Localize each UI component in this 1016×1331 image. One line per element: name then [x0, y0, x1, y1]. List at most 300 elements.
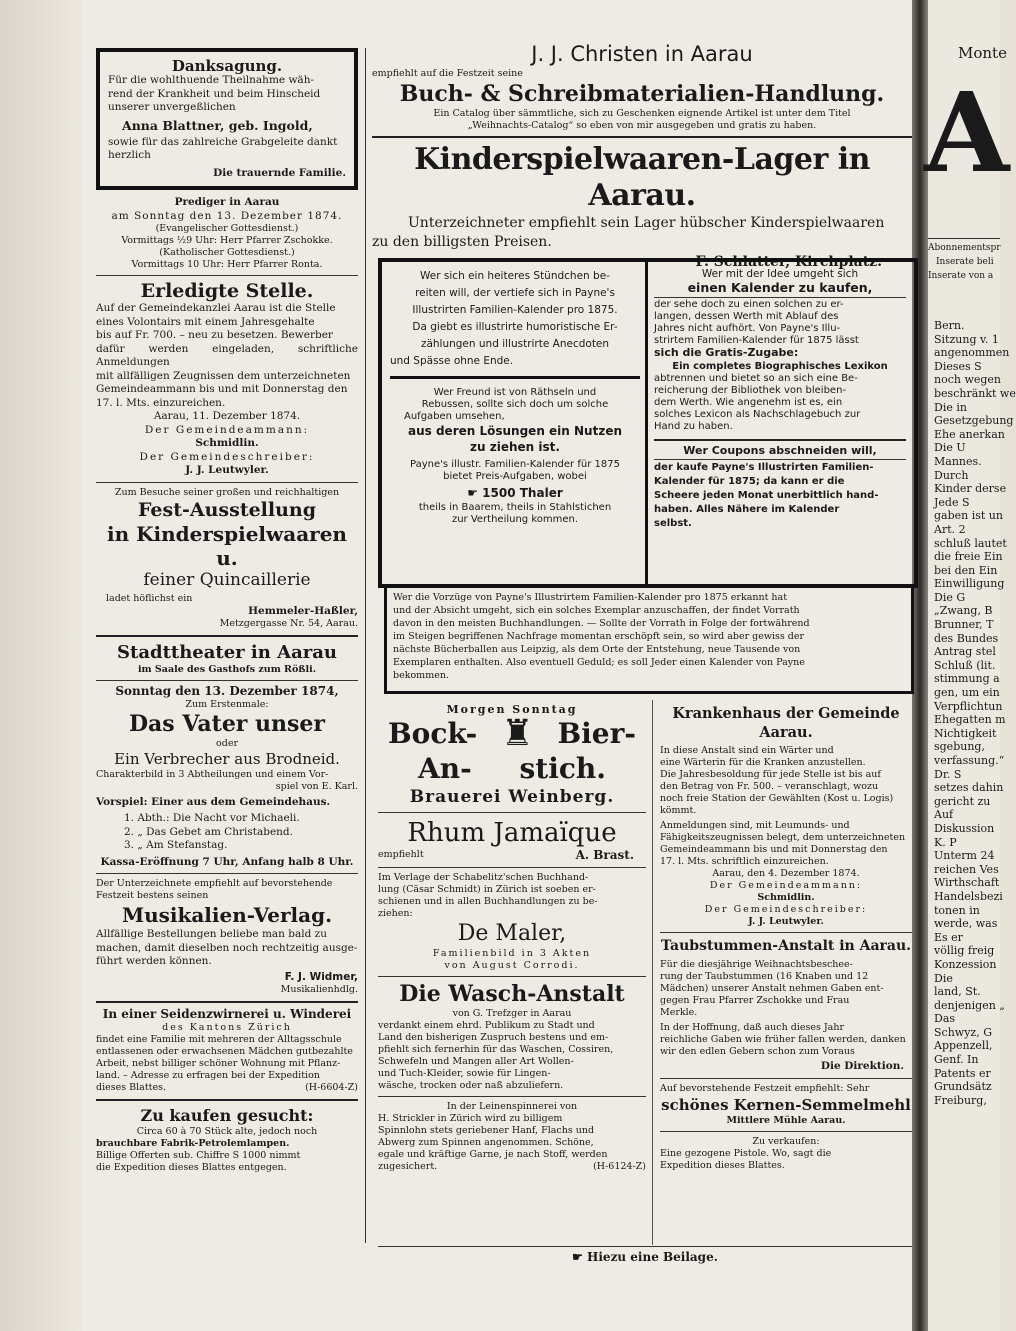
adjacent-page-header	[928, 238, 1000, 283]
adjacent-page-line: verfassung.“	[934, 754, 1005, 767]
adjacent-page-line: angenommen	[934, 346, 1010, 360]
ad-text: Merkle.	[660, 1007, 698, 1018]
ad-text: Allfällige Bestellungen beliebe man bald zu	[96, 928, 327, 940]
divider	[378, 867, 646, 868]
adjacent-page-line: beschränkt we	[934, 386, 1016, 400]
ad-text: Zu verkaufen:	[752, 1135, 820, 1147]
ad-text: Festzeit bestens seinen	[96, 890, 209, 901]
ad-text: findet eine Familie mit mehreren der Alltagsschule	[96, 1033, 342, 1045]
ad-text: brauchbare Fabrik-Petrolemlampen.	[96, 1137, 290, 1149]
ad-text: aus deren Lösungen ein Nutzen	[408, 424, 622, 438]
ad-text: den Betrag von Fr. 500. – veranschlagt, wozu	[660, 781, 879, 792]
adjacent-page-line: Sitzung v. 1	[934, 332, 999, 346]
fest-title: Fest-Ausstellung	[137, 498, 317, 521]
divider	[660, 1078, 912, 1079]
prediger-title: Prediger in Aarau	[174, 196, 280, 208]
adjacent-page-line: Brunner, T	[934, 618, 994, 632]
ad-text: Abwerg zum Spinnen angenommen. Schöne,	[378, 1136, 594, 1148]
ad-text: In der Leinenspinnerei von	[446, 1100, 578, 1112]
ad-text: Der Unterzeichnete empfiehlt auf bevorstehende	[96, 878, 333, 889]
ad-text: Aarau, 11. Dezember 1874.	[153, 410, 301, 422]
bock-title: stich.	[519, 752, 606, 785]
pointing-hand-icon: ☛	[572, 1250, 588, 1264]
ad-text: der kaufe Payne's Illustrirten Familien-	[654, 462, 874, 473]
stelle-title: Erledigte Stelle.	[140, 280, 314, 302]
adjacent-page-line: bei den Ein	[934, 563, 998, 577]
ad-text: im Steigen begriffenen Nachfrage momentan erschöpft sein, so wird aber gewiss der	[393, 631, 805, 642]
ad-code: (H-6604-Z)	[305, 1081, 358, 1093]
ad-text: Der Gemeindeschreiber:	[139, 450, 315, 463]
ad-text: lung (Cäsar Schmidt) in Zürich ist soeben er-	[378, 883, 596, 895]
payne-right	[654, 268, 906, 531]
play-title: Das Vater unser	[128, 710, 326, 737]
ad-text: Vorspiel: Einer aus dem Gemeindehaus.	[96, 795, 331, 808]
adjacent-page-line: Auf	[934, 808, 954, 822]
ad-text: herzlich	[108, 149, 151, 161]
ad-text: 3. „ Am Stefanstag.	[124, 839, 228, 851]
ad-text: Payne's illustr. Familien-Kalender für 1875	[410, 459, 620, 470]
ad-text: Zum Besuche seiner großen und reichhaltigen	[114, 486, 340, 498]
divider	[96, 482, 358, 483]
ad-signature: F. Schlatter, Kirchplatz.	[695, 254, 882, 270]
adjacent-page-line: Wirthschaft	[934, 876, 1000, 890]
adjacent-page-line: Unterm 24	[934, 849, 995, 863]
ad-text: nächste Bücherballen aus Leipzig, als dem Orte der Entstehung, neue Tausende von	[393, 644, 801, 655]
ad-text: Der Gemeindeammann:	[709, 880, 863, 891]
ad-text: zugesichert.	[378, 1160, 438, 1172]
ad-name: F. J. Widmer,	[284, 970, 358, 983]
adjacent-page-line: Patents er	[934, 1066, 991, 1080]
adjacent-page-line: Durch	[934, 468, 969, 482]
divider	[660, 1131, 912, 1132]
ad-text: von August Corrodi.	[444, 959, 580, 971]
ad-text: Im Verlage der Schabelitz'schen Buchhand-	[378, 871, 589, 883]
ad-text: Circa 60 à 70 Stück alte, jedoch noch	[136, 1125, 318, 1137]
seide-title: In einer Seidenzwirnerei u. Winderei	[102, 1007, 352, 1021]
adjacent-page-line: die freie Ein	[934, 550, 1003, 564]
wasch-title: Die Wasch-Anstalt	[399, 980, 625, 1007]
ad-text	[390, 485, 640, 502]
rhum-ad	[378, 817, 646, 863]
subcolumn-rule	[652, 700, 653, 1245]
taubstummen-title: Taubstummen-Anstalt in Aarau.	[660, 938, 912, 954]
ad-text: (Katholischer Gottesdienst.)	[159, 247, 295, 258]
ad-text: bis auf Fr. 700. – neu zu besetzen. Bewerber	[96, 329, 333, 341]
adjacent-page-line: Konzession	[934, 957, 997, 971]
bock-title: Bock-	[388, 717, 478, 750]
ad-text: Der Gemeindeammann:	[144, 423, 310, 436]
ad-text: reicherung der Bibliothek von bleiben-	[654, 385, 847, 396]
ad-text: der sehe doch zu einen solchen zu er-	[654, 299, 844, 310]
ad-text: egale und kräftige Garne, je nach Stoff, werden	[378, 1148, 608, 1160]
zu-kaufen-ad	[96, 1106, 358, 1174]
ad-text: rung der Taubstummen (16 Knaben und 12	[660, 971, 869, 982]
ad-text: Anmeldungen sind, mit Leumunds- und	[660, 820, 850, 831]
ad-text: 17. l. Mts. einzureichen.	[96, 396, 226, 409]
ad-text: empfiehlt auf die Festzeit seine	[372, 68, 523, 79]
taubstummen-ad	[660, 937, 912, 1074]
ad-text: Mädchen) unserer Anstalt nehmen Gaben ent-	[660, 983, 884, 994]
ad-text: Jahres nicht aufhört. Von Payne's Illu-	[654, 323, 841, 334]
adjacent-page-line: Die	[934, 971, 953, 985]
ad-text: einen Kalender zu kaufen,	[687, 280, 873, 295]
ad-text: bekommen.	[393, 670, 449, 681]
danksagung-title: Danksagung.	[171, 57, 283, 75]
ad-name: J. J. Leutwyler.	[185, 464, 269, 476]
ad-text: theils in Baarem, theils in Stahlstichen	[418, 502, 612, 513]
ad-text: Vormittags 10 Uhr: Herr Pfarrer Ronta.	[131, 259, 323, 270]
ad-text: dem Werth. Wie angenehm ist es, ein	[654, 397, 843, 408]
adjacent-page-line: noch wegen	[934, 373, 1002, 387]
play-subtitle: Ein Verbrecher aus Brodneid.	[114, 749, 340, 768]
kinderspielwaaren-title: Kinderspielwaaren-Lager in Aarau.	[414, 142, 870, 213]
adjacent-page-line: Die in	[934, 400, 967, 414]
divider	[96, 275, 358, 276]
ad-text: Die Jahresbesoldung für jede Stelle ist bis auf	[660, 769, 881, 780]
ad-text: Wer Coupons abschneiden will,	[683, 444, 877, 457]
ad-name: J. J. Leutwyler.	[748, 916, 824, 927]
adjacent-page-line: sgebung,	[934, 740, 985, 754]
bock-row-1	[378, 713, 646, 754]
adjacent-page-line: Dieses S	[934, 359, 982, 373]
ad-text: Gemeindeammann bis und mit Donnerstag den	[96, 383, 348, 395]
ad-text: Unterzeichneter empfiehlt sein Lager hübscher Kinderspielwaaren	[408, 215, 885, 231]
seide-footer	[96, 1082, 358, 1094]
leinen-footer	[378, 1161, 646, 1173]
divider	[96, 1099, 358, 1101]
payne-kalender-ad	[378, 258, 918, 588]
ad-text: unserer unvergeßlichen	[108, 101, 236, 113]
ad-text: führt werden können.	[96, 955, 212, 967]
ad-text: Metzgergasse Nr. 54, Aarau.	[219, 618, 358, 629]
divider	[378, 1096, 646, 1097]
ad-text: Familienbild in 3 Akten	[432, 947, 592, 959]
ad-text: zur Vertheilung kommen.	[451, 514, 579, 525]
ad-text: wäsche, trocken oder naß abzuliefern.	[378, 1079, 564, 1091]
ad-text: In der Hoffnung, daß auch dieses Jahr	[660, 1022, 845, 1033]
ad-text: Schwefeln und Mangen aller Art Wollen-	[378, 1055, 574, 1067]
ad-text: bietet Preis-Aufgaben, wobei	[443, 471, 587, 482]
adjacent-page-line: gaben ist un	[934, 509, 1003, 523]
ad-text: ziehen:	[378, 907, 413, 919]
ad-text: und der Absicht umgeht, sich ein solches Exemplar anzuschaffen, der findet Vorrath	[393, 605, 800, 616]
ad-text: Auf bevorstehende Festzeit empfiehlt: Sehr	[660, 1082, 870, 1094]
ad-text: land. – Adresse zu erfragen bei der Expedition	[96, 1069, 320, 1081]
ad-text: Expedition dieses Blattes.	[660, 1159, 785, 1171]
zu-kaufen-title: Zu kaufen gesucht:	[140, 1105, 314, 1125]
ad-text: Scheere jeden Monat unerbittlich hand-	[654, 490, 879, 501]
adjacent-page-line: Dr. S	[934, 767, 962, 781]
box-divider	[645, 262, 648, 584]
ad-text: eine Wärterin für die Kranken anzustellen.	[660, 757, 866, 768]
ad-text: entlassenen oder erwachsenen Mädchen gutbezahlte	[96, 1045, 353, 1057]
adjacent-page-line: Freiburg,	[934, 1093, 987, 1107]
adjacent-page-line: reichen Ves	[934, 862, 999, 876]
payne-section-humor	[390, 268, 640, 379]
ad-text: Hand zu haben.	[654, 421, 733, 432]
ad-name: A. Brast.	[575, 848, 634, 862]
ad-signature: Die trauernde Familie.	[213, 166, 346, 179]
divider	[654, 459, 906, 460]
ad-text: langen, dessen Werth mit Ablauf des	[654, 311, 839, 322]
pointing-hand-icon: ☛	[467, 486, 483, 500]
christen-title: J. J. Christen in Aarau	[531, 42, 753, 66]
beilage-text: Hiezu eine Beilage.	[587, 1250, 718, 1264]
ad-text: Rebussen, sollte sich doch um solche	[421, 399, 609, 410]
rhum-footer	[378, 849, 646, 863]
theater-title: Stadttheater in Aarau	[117, 642, 337, 663]
adjacent-page-line: Antrag stel	[934, 645, 996, 659]
ad-text: H. Strickler in Zürich wird zu billigem	[378, 1112, 563, 1124]
adjacent-page-line: Appenzell,	[934, 1039, 993, 1053]
ad-text: Vormittags ½9 Uhr: Herr Pfarrer Zschokke.	[121, 235, 333, 246]
adjacent-page-line: Handelsbezi	[934, 889, 1003, 903]
divider	[96, 1001, 358, 1003]
ad-text: Kassa-Eröffnung 7 Uhr, Anfang halb 8 Uhr.	[100, 855, 354, 868]
ad-text: schienen und in allen Buchhandlungen zu be-	[378, 895, 598, 907]
ad-text: Gemeindeammann bis und mit Donnerstag den	[660, 844, 888, 855]
ad-text: strirtem Familien-Kalender für 1875 lässt	[654, 335, 859, 346]
ad-text: gegen Frau Pfarrer Zschokke und Frau	[660, 995, 850, 1006]
adjacent-page-line: des Bundes	[934, 631, 999, 645]
ad-text: selbst.	[654, 518, 692, 529]
ad-text: eines Volontairs mit einem Jahresgehalte	[96, 315, 315, 328]
ad-text: Für die wohlthuende Theilnahme wäh-	[108, 74, 315, 86]
ad-text: rend der Krankheit und beim Hinscheid	[108, 87, 321, 100]
ad-text: sowie für das zahlreiche Grabgeleite dankt	[108, 135, 338, 148]
adjacent-page-line: Die U	[934, 441, 966, 455]
adjacent-page-line: Verpflichtun	[934, 699, 1003, 713]
divider	[96, 635, 358, 637]
ad-text: dieses Blattes.	[96, 1081, 166, 1093]
adjacent-page-line: schluß lautet	[934, 536, 1007, 550]
ad-text: Kalender für 1875; da kann er die	[654, 476, 845, 487]
left-column	[96, 48, 358, 1174]
musikalien-ad	[96, 878, 358, 996]
prediger-ad	[96, 196, 358, 271]
adjacent-page-line: Die G	[934, 590, 966, 604]
bock-bier-ad	[378, 704, 646, 808]
adjacent-page-line: Grundsätz	[934, 1080, 992, 1094]
divider	[660, 932, 912, 933]
beilage-footer	[378, 1246, 912, 1264]
ad-text: mit allfälligen Zeugnissen dem unterzeichneten	[96, 369, 351, 382]
ad-text: Wer mit der Idee umgeht sich	[701, 268, 859, 280]
maler-title: De Maler,	[457, 920, 567, 946]
ad-text: Wer die Vorzüge von Payne's Illustrirtem Familien-Kalender pro 1875 erkannt hat	[393, 592, 788, 603]
ad-name: Hemmeler-Haßler,	[248, 604, 358, 617]
ad-text: Wer sich ein heiteres Stündchen be-	[420, 270, 610, 282]
center-right-subcolumn	[660, 704, 912, 1172]
ad-text: und Spässe ohne Ende.	[390, 355, 514, 367]
adjacent-page-line: Nichtigkeit	[934, 726, 997, 740]
fest-subtitle: feiner Quincaillerie	[143, 569, 311, 590]
payne-section-raetsel	[390, 379, 640, 526]
divider	[96, 873, 358, 874]
ad-text: zählungen und illustrirte Anecdoten	[420, 338, 610, 350]
ad-text: zu den billigsten Preisen.	[372, 234, 552, 250]
ad-text: Eine gezogene Pistole. Wo, sagt die	[660, 1147, 832, 1159]
adjacent-page-line: gericht zu	[934, 794, 991, 808]
ad-text: Zum Erstenmale:	[185, 698, 269, 710]
krankenhaus-title: Krankenhaus der Gemeinde Aarau.	[672, 705, 900, 741]
adjacent-page-line: denjenigen „	[934, 998, 1005, 1012]
ad-code: (H-6124-Z)	[593, 1160, 646, 1172]
ad-text: zu ziehen ist.	[470, 440, 560, 454]
thaler-amount: 1500 Thaler	[482, 486, 563, 500]
payne-left	[390, 268, 640, 526]
ad-text: Land den bisherigen Zuspruch bestens und em-	[378, 1031, 609, 1043]
ad-text: Aarau, den 4. Dezember 1874.	[712, 868, 860, 879]
adjacent-page-text: Monte	[958, 44, 1007, 62]
ad-text: reichliche Gaben wie früher fallen werden, danken	[660, 1034, 906, 1045]
book-gutter	[912, 0, 928, 1331]
adjacent-page-text: Abonnementspr	[928, 243, 1001, 253]
kernen-title: schönes Kernen-Semmelmehl	[661, 1095, 911, 1114]
ad-text: und Tuch-Kleider, sowie für Lingen-	[378, 1067, 551, 1079]
ad-text: sich die Gratis-Zugabe:	[654, 346, 799, 359]
ad-text: Illustrirten Familien-Kalender pro 1875.	[412, 304, 618, 316]
stelle-ad	[96, 280, 358, 478]
adjacent-page-line: Ehegatten m	[934, 713, 1006, 727]
adjacent-page-text: Inserate von a	[928, 271, 994, 281]
ad-text: 1. Abth.: Die Nacht vor Michaeli.	[124, 812, 300, 824]
ad-text: im Saale des Gasthofs zum Rößli.	[137, 664, 317, 675]
ad-text: Ein completes Biographisches Lexikon	[672, 361, 888, 372]
payne-vorrath-ad	[384, 584, 914, 694]
adjacent-page-line: Einwilligung	[934, 577, 1005, 591]
ad-text: verdankt einem ehrd. Publikum zu Stadt und	[378, 1019, 595, 1031]
seidenzwirnerei-ad	[96, 1008, 358, 1094]
rhum-title: Rhum Jamaïque	[407, 818, 617, 848]
theater-ad	[96, 642, 358, 869]
ad-signature: Die Direktion.	[820, 1060, 904, 1072]
ad-text: Für die diesjährige Weihnachtsbeschee-	[660, 959, 853, 970]
ad-text: Charakterbild in 3 Abtheilungen und einem Vor-	[96, 768, 329, 780]
leinenspinnerei-ad	[378, 1101, 646, 1173]
ad-text: oder	[216, 737, 238, 749]
ad-text: des Kantons Zürich	[162, 1021, 292, 1033]
musikalien-title: Musikalien-Verlag.	[121, 903, 333, 927]
ad-text: Da giebt es illustrirte humoristische Er-	[412, 321, 618, 333]
ad-text: die Expedition dieses Blattes entgegen.	[96, 1161, 287, 1173]
adjacent-page-line: völlig freig	[934, 944, 995, 958]
ad-text: Fähigkeitszeugnissen belegt, dem unterzeichneten	[660, 832, 906, 843]
fest-title: in Kinderspielwaaren u.	[107, 521, 347, 570]
ad-text: noch freie Station der Gewählten (Kost u. Logis)	[660, 793, 894, 804]
ad-text: reiten will, der vertiefe sich in Payne's	[415, 287, 615, 299]
adjacent-page-line: stimmung a	[934, 672, 1000, 686]
ad-text: Ein Catalog über sämmtliche, sich zu Geschenken eignende Artikel ist unter dem Titel	[433, 108, 851, 119]
divider	[654, 439, 906, 441]
ad-text: 17. l. Mts. schriftlich einzureichen.	[660, 856, 829, 867]
adjacent-page-line: Kinder derse	[934, 482, 1007, 496]
ad-text: Wer Freund ist von Räthseln und	[433, 387, 597, 398]
ad-name: Schmidlin.	[195, 437, 259, 449]
adjacent-page-line: Das	[934, 1012, 956, 1026]
adjacent-page-line: Art. 2	[934, 522, 966, 536]
divider	[654, 297, 906, 298]
danksagung-ad	[96, 48, 358, 190]
bock-figure-icon: ♜	[501, 713, 534, 754]
ad-name: Schmidlin.	[757, 892, 815, 903]
adjacent-page-line: werde, was	[934, 917, 998, 931]
ad-text: In diese Anstalt sind ein Wärter und	[660, 745, 834, 756]
adjacent-page-line: gen, um ein	[934, 686, 1000, 700]
adjacent-page-line: setzes dahin	[934, 781, 1004, 795]
christen-subtitle: Buch- & Schreibmaterialien-Handlung.	[399, 81, 885, 107]
adjacent-page-line: Gesetzgebung	[934, 414, 1014, 428]
center-left-subcolumn	[378, 704, 646, 1173]
adjacent-page-line: land, St.	[934, 985, 981, 999]
ad-text: am Sonntag den 13. Dezember 1874.	[111, 209, 343, 222]
adjacent-page-text: Inserate beli	[936, 257, 994, 267]
wasch-anstalt-ad	[378, 981, 646, 1092]
adjacent-page-line: Mannes.	[934, 454, 982, 468]
ad-text: Musikalienhdlg.	[280, 984, 358, 995]
ad-text: Billige Offerten sub. Chiffre S 1000 nimmt	[96, 1149, 301, 1161]
ad-text: Arbeit, nebst billiger schöner Wohnung mit Pflanz-	[96, 1057, 341, 1069]
divider	[372, 136, 912, 138]
divider	[96, 680, 358, 681]
ad-text: Spinnlohn stets geriebener Hanf, Flachs und	[378, 1124, 595, 1136]
ad-text: „Weihnachts-Catalog“ so eben von mir ausgegeben und gratis zu haben.	[467, 120, 817, 131]
adjacent-page-line: Jede S	[934, 495, 970, 509]
ad-text: von G. Trefzger in Aarau	[452, 1007, 572, 1019]
ad-text: 2. „ Das Gebet am Christabend.	[124, 825, 293, 838]
adjacent-page-line: Es er	[934, 930, 963, 944]
adjacent-page-line: Diskussion	[934, 821, 995, 835]
ad-text: Auf der Gemeindekanzlei Aarau ist die Stelle	[96, 302, 336, 314]
ad-name: Anna Blattner, geb. Ingold,	[122, 117, 313, 133]
ad-text: Der Gemeindeschreiber:	[704, 904, 868, 915]
ad-text: kömmt.	[660, 805, 697, 816]
adjacent-page-line: Schwyz, G	[934, 1025, 992, 1039]
ad-text: wir den edlen Gebern schon zum Voraus	[660, 1046, 855, 1057]
kernen-mehl-ad	[660, 1083, 912, 1127]
adjacent-page-line: Bern.	[934, 319, 965, 332]
ad-text: haben. Alles Nähere im Kalender	[654, 504, 840, 515]
divider	[378, 812, 646, 813]
brauerei-title: Brauerei Weinberg.	[409, 787, 615, 807]
adjacent-page-fragment	[924, 0, 1016, 1331]
bock-title: An-	[418, 752, 472, 785]
adjacent-page-line: tonen in	[934, 903, 980, 917]
ad-text: machen, damit dieselben noch rechtzeitig ausge-	[96, 941, 358, 954]
ad-text: pfiehlt sich fernerhin für das Waschen, Cossiren,	[378, 1043, 614, 1055]
adjacent-page-column	[928, 319, 1016, 1107]
pistole-ad	[660, 1136, 912, 1172]
ad-text: (Evangelischer Gottesdienst.)	[155, 223, 299, 234]
ad-text: davon in den meisten Buchhandlungen. — Sollte der Vorrath in Folge der fortwährend	[393, 618, 810, 629]
ad-text: Sonntag den 13. Dezember 1874,	[115, 684, 339, 698]
adjacent-page-line: Schluß (lit.	[934, 658, 996, 672]
ad-text: empfiehlt	[378, 849, 424, 860]
ad-text: spiel von E. Karl.	[275, 780, 358, 792]
ad-text: Morgen Sonntag	[446, 703, 578, 716]
krankenhaus-ad	[660, 704, 912, 928]
ad-text: dafür werden eingeladen, schriftliche Anmeldungen	[96, 342, 358, 368]
adjacent-page-line: „Zwang, B	[934, 604, 993, 618]
maler-ad	[378, 872, 646, 972]
adjacent-page-line: Genf. In	[934, 1053, 979, 1067]
adjacent-page-line: K. P	[934, 835, 957, 849]
ad-text: Mittlere Mühle Aarau.	[726, 1114, 846, 1126]
bock-title: Bier-	[557, 717, 636, 750]
left-page-margin	[0, 0, 82, 1331]
adjacent-page-line: Ehe anerkan	[934, 427, 1005, 441]
adjacent-page-masthead: A	[924, 68, 1010, 197]
